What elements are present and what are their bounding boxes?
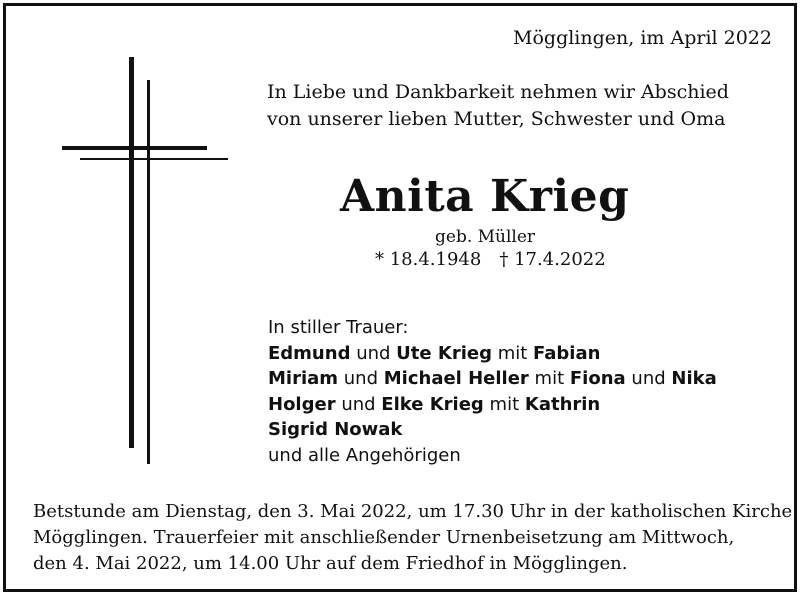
mourner-name: Ute Krieg (396, 342, 492, 364)
mourners-row (268, 366, 717, 392)
service-line-3: den 4. Mai 2022, um 14.00 Uhr auf dem Friedhof in Mögglingen. (33, 553, 628, 574)
mourner-name: Fiona (569, 368, 626, 389)
intro-line-2: von unserer lieben Mutter, Schwester und Oma (267, 108, 726, 130)
mourner-name: Sigrid Nowak (268, 419, 403, 440)
connector-word: mit (534, 368, 565, 389)
mourners-row (268, 417, 717, 443)
mourner-name: Edmund (268, 342, 351, 364)
place-and-date: Mögglingen, im April 2022 (513, 27, 772, 49)
life-dates (375, 249, 606, 270)
service-line-1: Betstunde am Dienstag, den 3. Mai 2022, um 17.30 Uhr in der katholischen Kirche (33, 501, 793, 522)
cross-vertical-bar (129, 57, 134, 448)
mourners-closing: und alle Angehörigen (268, 444, 461, 466)
mourner-name: Michael Heller (383, 368, 529, 389)
connector-word: und (631, 368, 666, 389)
mourners-heading: In stiller Trauer: (268, 317, 409, 338)
birth-date: * 18.4.1948 (375, 249, 482, 270)
mourner-name: Fabian (533, 342, 601, 364)
mourners-row (268, 392, 717, 418)
connector-word: und (343, 368, 379, 389)
mourner-name: Kathrin (524, 393, 601, 415)
mourner-name: Nika (671, 368, 717, 389)
cross-vertical-shadow-bar (147, 80, 150, 464)
mourner-name: Miriam (268, 368, 339, 389)
intro-line-1: In Liebe und Dankbarkeit nehmen wir Abschied (267, 81, 729, 103)
service-line-2: Mögglingen. Trauerfeier mit anschließender Urnenbeisetzung am Mittwoch, (33, 527, 735, 548)
cross-horizontal-shadow-bar (80, 158, 228, 160)
mourner-name: Elke Krieg (381, 393, 484, 415)
maiden-name: geb. Müller (435, 227, 536, 247)
deceased-name: Anita Krieg (340, 171, 630, 222)
service-details (33, 499, 792, 577)
connector-word: und (356, 342, 391, 364)
death-date: † 17.4.2022 (499, 249, 606, 270)
mourner-name: Holger (268, 393, 336, 415)
connector-word: und (341, 393, 376, 415)
cross-horizontal-bar (62, 146, 207, 150)
mourners-row (268, 341, 717, 367)
intro-text (267, 79, 729, 133)
connector-word: mit (497, 342, 528, 364)
mourners-list (268, 315, 717, 468)
connector-word: mit (489, 393, 520, 415)
